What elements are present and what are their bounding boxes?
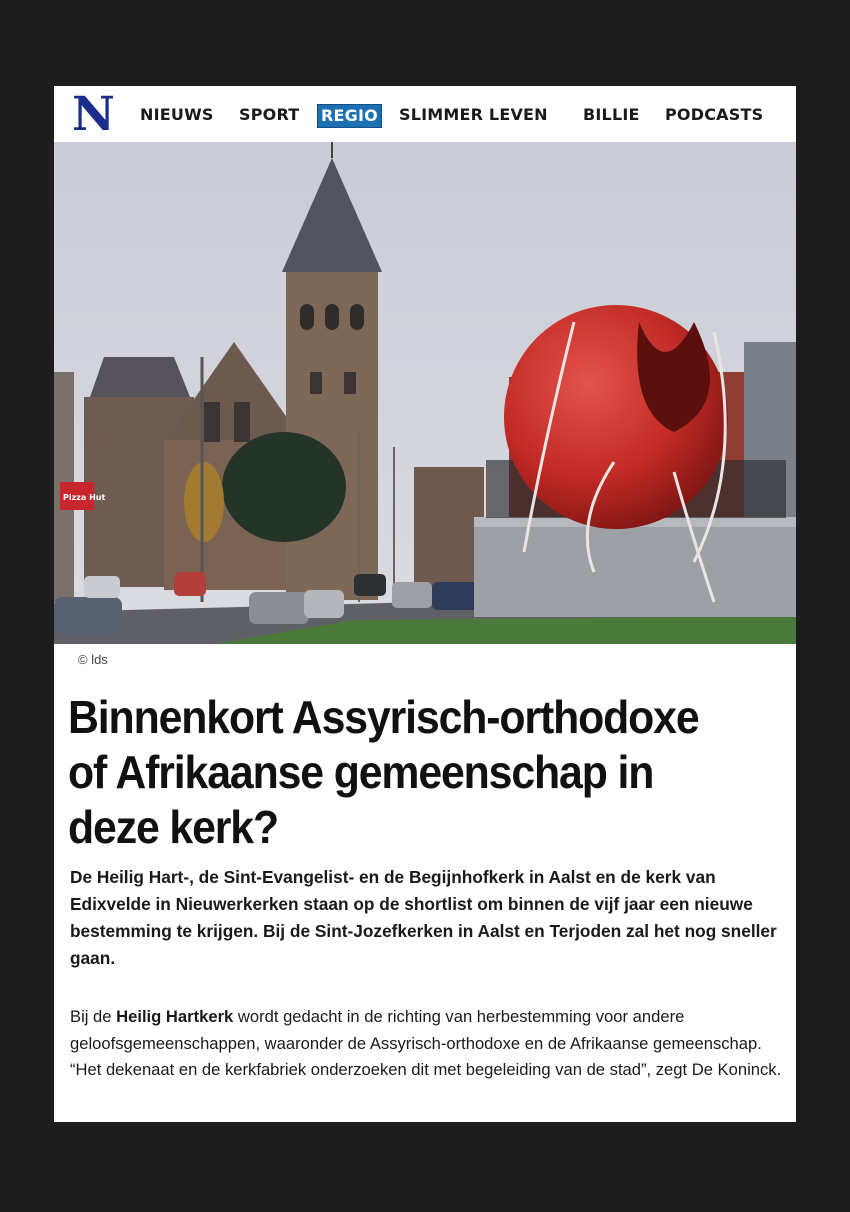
top-navigation [54, 86, 796, 142]
article-photo [54, 142, 796, 644]
nav-item-nieuws[interactable]: NIEUWS [140, 105, 214, 124]
photo-credit: © lds [78, 652, 108, 667]
nav-item-billie[interactable]: BILLIE [583, 105, 640, 124]
body-text-bold: Heilig Hartkerk [116, 1007, 234, 1026]
nav-item-slimmer-leven[interactable]: SLIMMER LEVEN [399, 105, 548, 124]
pizza-sign-text: Pizza Hut [63, 493, 106, 502]
nav-item-sport[interactable]: SPORT [239, 105, 300, 124]
nav-item-regio[interactable]: REGIO [317, 104, 382, 128]
body-text-rest: wordt gedacht in de richting van herbestemming voor andere geloofsgemeenschappen, waaronder de Assyrisch-orthodoxe en de Afrikaanse gemeenschap. “Het dekenaat en de kerkfabriek onderzoeken dit met begeleiding van de stad”, zegt De Koninck. [70, 1007, 782, 1079]
church-photo-illustration [54, 142, 796, 644]
body-text-start: Bij de [70, 1007, 117, 1026]
brand-logo[interactable]: N [72, 87, 114, 142]
nav-item-podcasts[interactable]: PODCASTS [665, 105, 764, 124]
article-lead: De Heilig Hart-, de Sint-Evangelist- en de Begijnhofkerk in Aalst en de kerk van Edixvelde in Nieuwerkerken staan op de shortlist om binnen de vijf jaar een nieuwe bestemming te krijgen. Bij de Sint-Jozefkerken in Aalst en Terjoden zal het nog sneller gaan. [70, 867, 777, 968]
article-body-paragraph [70, 1004, 786, 1084]
article-card [54, 86, 796, 1122]
article-headline: Binnenkort Assyrisch-orthodoxe of Afrikaanse gemeenschap in deze kerk? [68, 691, 699, 853]
